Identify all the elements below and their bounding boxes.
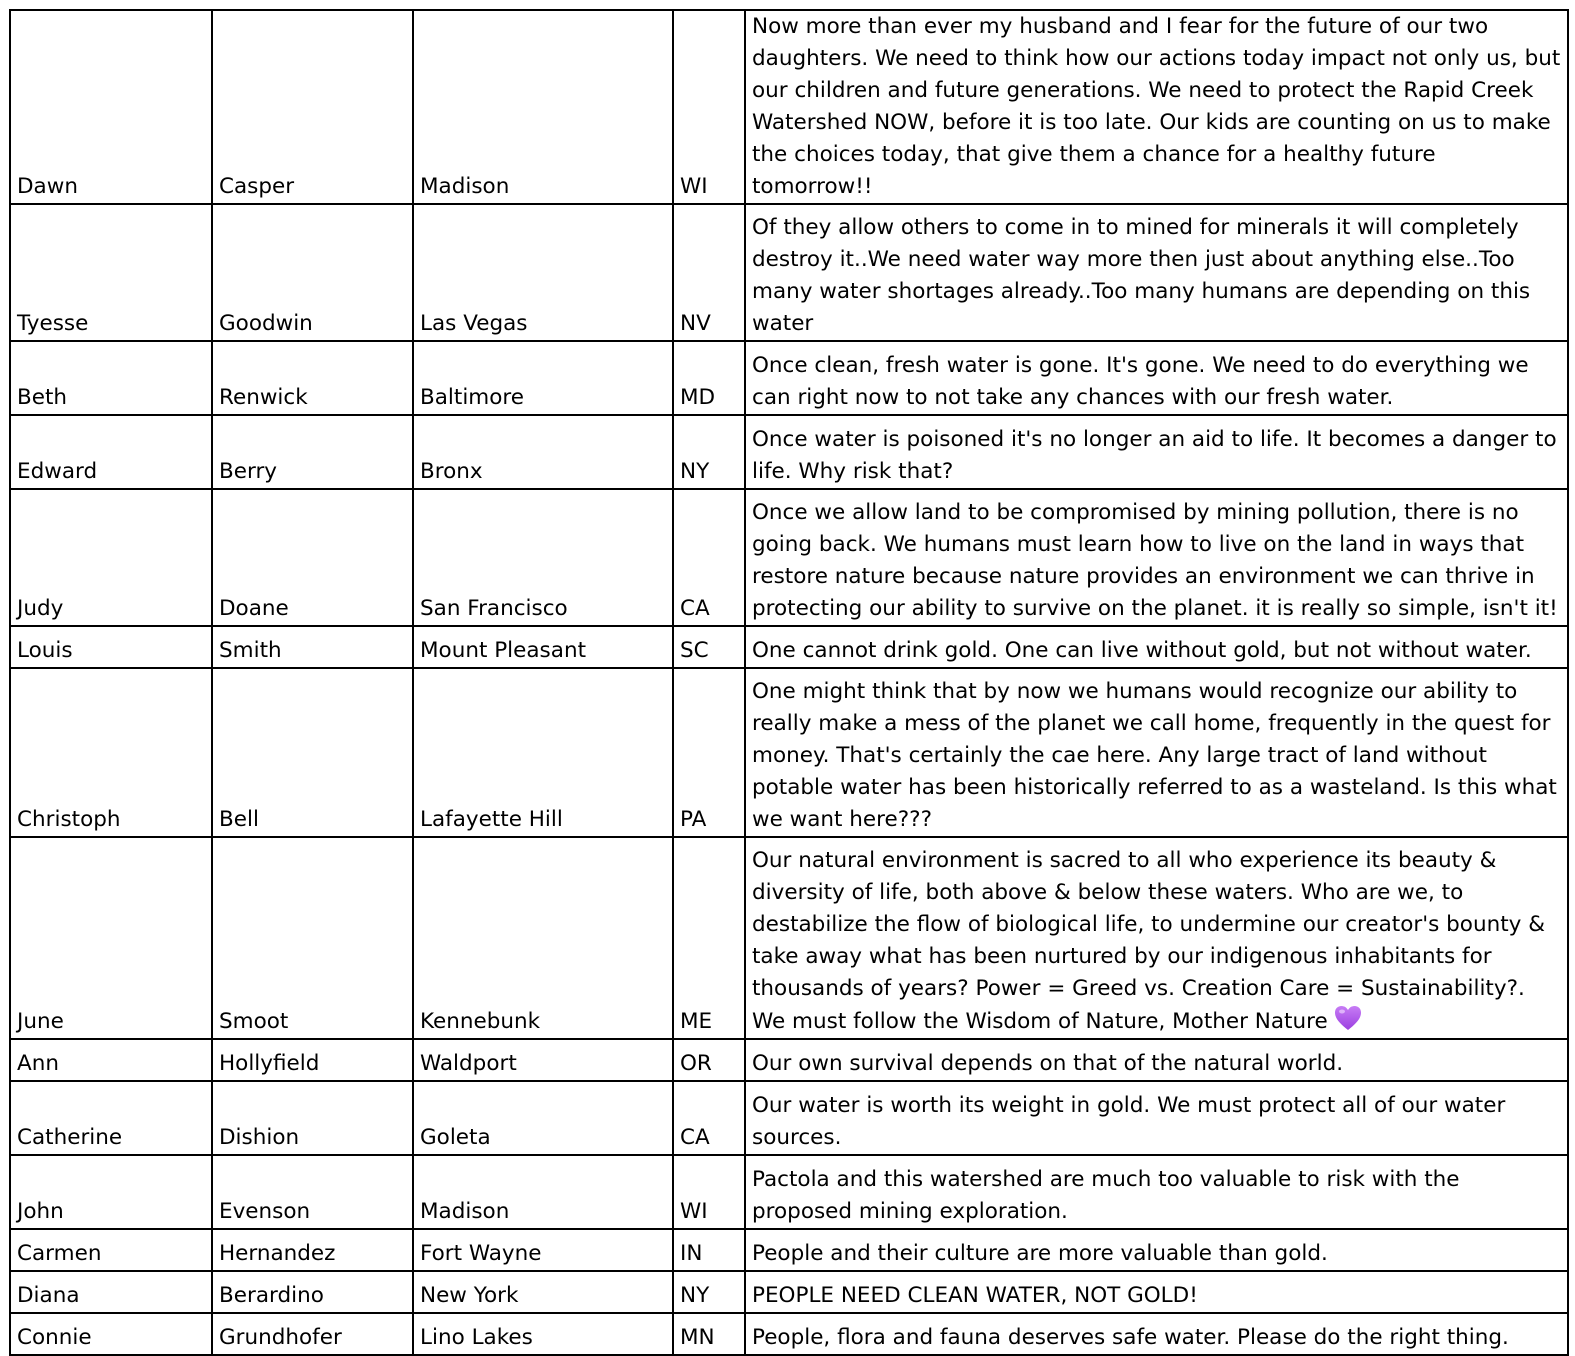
table-row [10,668,1568,837]
city-cell: Madison [413,10,673,204]
comment-cell: PEOPLE NEED CLEAN WATER, NOT GOLD! [745,1271,1568,1313]
comment-cell: Of they allow others to come in to mined for minerals it will completely destroy it..We need water way more then just about anything else..Too many water shortages already..Too many humans are depending on this water [745,204,1568,341]
last-name-cell: Bell [212,668,413,837]
first-name-cell: Christoph [10,668,212,837]
comment-cell: Once we allow land to be compromised by mining pollution, there is no going back. We humans must learn how to live on the land in ways that restore nature because nature provides an environment we can thrive in protecting our ability to survive on the planet. it is really so simple, isn't it! [745,489,1568,626]
comment-cell: Our own survival depends on that of the natural world. [745,1039,1568,1081]
last-name-cell: Casper [212,10,413,204]
state-cell: IN [673,1229,745,1271]
table-row [10,204,1568,341]
state-cell: NY [673,415,745,489]
first-name-cell: John [10,1155,212,1229]
state-cell: MN [673,1313,745,1355]
last-name-cell: Hollyfield [212,1039,413,1081]
state-cell: ME [673,837,745,1039]
state-cell: SC [673,626,745,668]
comment-cell: Once water is poisoned it's no longer an aid to life. It becomes a danger to life. Why risk that? [745,415,1568,489]
city-cell: Lino Lakes [413,1313,673,1355]
state-cell: WI [673,10,745,204]
table-row [10,489,1568,626]
first-name-cell: Diana [10,1271,212,1313]
state-cell: PA [673,668,745,837]
state-cell: MD [673,341,745,415]
comment-cell: Once clean, fresh water is gone. It's gone. We need to do everything we can right now to not take any chances with our fresh water. [745,341,1568,415]
table-row [10,626,1568,668]
city-cell: Baltimore [413,341,673,415]
city-cell: San Francisco [413,489,673,626]
state-cell: CA [673,489,745,626]
city-cell: Fort Wayne [413,1229,673,1271]
first-name-cell: Judy [10,489,212,626]
comment-cell [745,837,1568,1039]
table-row [10,10,1568,204]
last-name-cell: Goodwin [212,204,413,341]
comment-cell: People and their culture are more valuable than gold. [745,1229,1568,1271]
state-cell: CA [673,1081,745,1155]
last-name-cell: Dishion [212,1081,413,1155]
city-cell: Lafayette Hill [413,668,673,837]
city-cell: New York [413,1271,673,1313]
city-cell: Goleta [413,1081,673,1155]
state-cell: WI [673,1155,745,1229]
comment-cell: Pactola and this watershed are much too valuable to risk with the proposed mining exploration. [745,1155,1568,1229]
comment-cell: Our water is worth its weight in gold. We must protect all of our water sources. [745,1081,1568,1155]
first-name-cell: Connie [10,1313,212,1355]
last-name-cell: Smith [212,626,413,668]
comment-cell: One might think that by now we humans would recognize our ability to really make a mess of the planet we call home, frequently in the quest for money. That's certainly the cae here. Any large tract of land without potable water has been historically referred to as a wasteland. Is this what we want here??? [745,668,1568,837]
city-cell: Madison [413,1155,673,1229]
table-row [10,1271,1568,1313]
last-name-cell: Berry [212,415,413,489]
first-name-cell: Tyesse [10,204,212,341]
table-row [10,341,1568,415]
last-name-cell: Smoot [212,837,413,1039]
city-cell: Waldport [413,1039,673,1081]
first-name-cell: Carmen [10,1229,212,1271]
last-name-cell: Renwick [212,341,413,415]
comment-cell: People, flora and fauna deserves safe water. Please do the right thing. [745,1313,1568,1355]
city-cell: Bronx [413,415,673,489]
last-name-cell: Evenson [212,1155,413,1229]
comment-cell: Now more than ever my husband and I fear for the future of our two daughters. We need to think how our actions today impact not only us, but our children and future generations. We need to protect the Rapid Creek Watershed NOW, before it is too late. Our kids are counting on us to make the choices today, that give them a chance for a healthy future tomorrow!! [745,10,1568,204]
first-name-cell: Dawn [10,10,212,204]
first-name-cell: Beth [10,341,212,415]
first-name-cell: Ann [10,1039,212,1081]
purple-heart-icon [1334,1005,1362,1031]
first-name-cell: Catherine [10,1081,212,1155]
last-name-cell: Grundhofer [212,1313,413,1355]
last-name-cell: Doane [212,489,413,626]
city-cell: Kennebunk [413,837,673,1039]
table-row [10,1039,1568,1081]
first-name-cell: Louis [10,626,212,668]
table-row [10,837,1568,1039]
state-cell: NV [673,204,745,341]
city-cell: Mount Pleasant [413,626,673,668]
comments-table [9,9,1569,1356]
last-name-cell: Berardino [212,1271,413,1313]
table-row [10,1229,1568,1271]
state-cell: NY [673,1271,745,1313]
comments-table-body [10,10,1568,1355]
state-cell: OR [673,1039,745,1081]
city-cell: Las Vegas [413,204,673,341]
comment-cell: One cannot drink gold. One can live without gold, but not without water. [745,626,1568,668]
table-row [10,1081,1568,1155]
table-row [10,415,1568,489]
first-name-cell: June [10,837,212,1039]
table-row [10,1155,1568,1229]
last-name-cell: Hernandez [212,1229,413,1271]
comment-text: Our natural environment is sacred to all who experience its beauty & diversity of life, both above & below these waters. Who are we, to destabilize the flow of biological life, to undermine our creator's bounty & take away what has been nurtured by our indigenous inhabitants for thousands of years? Power = Greed vs. Creation Care = Sustainability?. We must follow the Wisdom of Nature, Mother Nature [752,848,1545,1034]
table-row [10,1313,1568,1355]
first-name-cell: Edward [10,415,212,489]
